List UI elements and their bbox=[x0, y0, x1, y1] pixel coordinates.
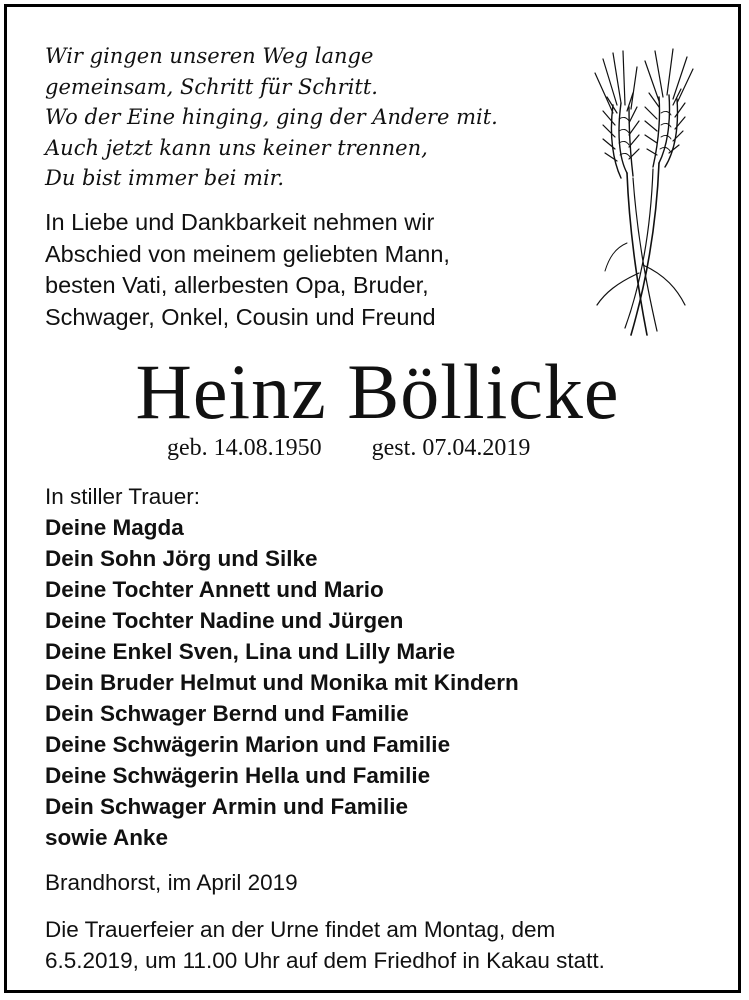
mourner-name: Deine Schwägerin Marion und Familie bbox=[45, 732, 451, 757]
funeral-service-notice bbox=[45, 914, 605, 976]
mourner-name: sowie Anke bbox=[45, 825, 168, 850]
mourner-name: Dein Schwager Bernd und Familie bbox=[45, 701, 409, 726]
mourner-name: Dein Schwager Armin und Familie bbox=[45, 794, 408, 819]
poem-line: gemeinsam, Schritt für Schritt. bbox=[45, 74, 378, 99]
mourner-name: Deine Magda bbox=[45, 515, 184, 540]
mourner-name: Dein Bruder Helmut und Monika mit Kindern bbox=[45, 670, 519, 695]
mourner-name: Deine Tochter Nadine und Jürgen bbox=[45, 608, 404, 633]
service-line: Die Trauerfeier an der Urne findet am Montag, dem bbox=[45, 917, 556, 942]
wheat-ears-icon bbox=[587, 43, 697, 339]
intro-line: In Liebe und Dankbarkeit nehmen wir bbox=[45, 209, 435, 235]
poem-line: Wo der Eine hinging, ging der Andere mit. bbox=[45, 105, 498, 129]
poem bbox=[45, 41, 498, 194]
intro-text bbox=[45, 207, 450, 333]
birth-date: geb. 14.08.1950 bbox=[167, 435, 322, 461]
intro-line: besten Vati, allerbesten Opa, Bruder, bbox=[45, 272, 429, 298]
place-and-date: Brandhorst, im April 2019 bbox=[45, 870, 298, 895]
mourner-name: Deine Schwägerin Hella und Familie bbox=[45, 763, 431, 788]
mourners-heading: In stiller Trauer: bbox=[45, 484, 201, 509]
mourner-name: Deine Enkel Sven, Lina und Lilly Marie bbox=[45, 639, 456, 664]
deceased-name: Heinz Böllicke bbox=[135, 348, 620, 435]
mourner-name: Deine Tochter Annett und Mario bbox=[45, 577, 384, 602]
obituary-frame bbox=[4, 4, 741, 993]
mourner-name: Dein Sohn Jörg und Silke bbox=[45, 546, 318, 571]
life-dates bbox=[167, 432, 530, 464]
intro-line: Abschied von meinem geliebten Mann, bbox=[45, 240, 450, 267]
poem-line: Wir gingen unseren Weg lange bbox=[45, 44, 374, 68]
poem-line: Du bist immer bei mir. bbox=[45, 166, 285, 190]
service-line: 6.5.2019, um 11.00 Uhr auf dem Friedhof in Kakau statt. bbox=[45, 948, 605, 973]
intro-line: Schwager, Onkel, Cousin und Freund bbox=[45, 303, 436, 330]
death-date: gest. 07.04.2019 bbox=[371, 435, 531, 461]
mourners-list bbox=[45, 481, 519, 853]
poem-line: Auch jetzt kann uns keiner trennen, bbox=[45, 135, 428, 160]
